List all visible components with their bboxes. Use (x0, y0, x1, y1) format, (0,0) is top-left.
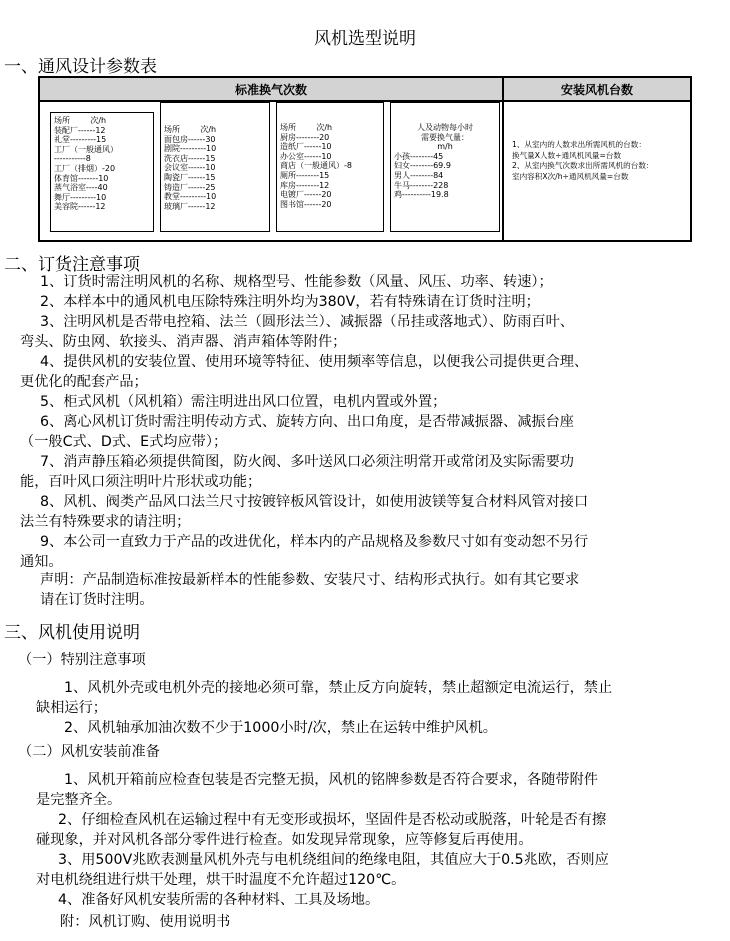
cell-head: 场所 次/h (54, 116, 107, 125)
cell-row: 鸡----------19.8 (394, 190, 449, 200)
cell-row: 工厂（一般通风） (54, 144, 118, 154)
ventilation-parameter-table (38, 76, 692, 242)
subsection1-heading: （一）特别注意事项 (18, 652, 146, 668)
note-line: 2、仔细检查风机在运输过程中有无变形或损坏，坚固件是否松动或脱落，叶轮是否有擦 (58, 812, 607, 828)
cell-row: 陶瓷厂------15 (164, 172, 216, 182)
note-line: 2、风机轴承加油次数不少于1000小时/次，禁止在运转中维护风机。 (64, 720, 497, 736)
cell-row: 厨房--------20 (280, 132, 330, 142)
note-line: 能，百叶风口须注明叶片形状或功能； (20, 474, 262, 490)
cell-row: -----------8 (54, 154, 91, 164)
cell-row: 库房--------12 (280, 180, 330, 190)
statement-line: 声明：产品制造标准按最新样本的性能参数、安装尺寸、结构形式执行。如有其它要求 (40, 572, 580, 588)
statement-line: 请在订货时注明。 (40, 592, 154, 608)
note-line: 1、风机开箱前应检查包装是否完整无损，风机的铭牌参数是否符合要求，各随带附件 (64, 772, 598, 788)
cell-head: m/h (437, 142, 453, 152)
note-line: 5、柜式风机（风机箱）需注明进出风口位置，电机内置或外置； (40, 394, 447, 410)
param-cell-1 (50, 112, 154, 232)
cell-row: 美容院------12 (54, 202, 106, 212)
note-line: 4、准备好风机安装所需的各种材料、工具及场地。 (58, 892, 380, 908)
param-cell-3 (276, 102, 384, 232)
note-line: 1、订货时需注明风机的名称、规格型号、性能参数（风量、风压、功率、转速）； (40, 274, 553, 290)
cell-row: 铸造厂------25 (164, 182, 216, 192)
cell-row: 男人--------84 (394, 170, 444, 180)
cell-row: 妇女--------69.9 (394, 161, 451, 171)
note-line: 2、本样本中的通风机电压除特殊注明外均为380V，若有特殊请在订货时注明； (40, 294, 540, 310)
formula-line: 换气量X人数÷通风机风量=台数 (512, 150, 622, 160)
note-line: 7、消声静压箱必须提供简图，防火阀、多叶送风口必须注明常开或常闭及实际需要功 (40, 454, 574, 470)
note-line: 3、用500V兆欧表测量风机外壳与电机绕组间的绝缘电阻，其值应大于0.5兆欧，否则应 (58, 852, 609, 868)
cell-head: 场所 次/h (280, 123, 333, 132)
note-line: 对电机绕组进行烘干处理，烘干时温度不允许超过120℃。 (36, 872, 406, 888)
cell-row: 面包房------30 (164, 134, 216, 144)
note-line: 是完整齐全。 (36, 792, 122, 808)
formula-line: 室内容积X次/h÷通风机风量=台数 (512, 171, 629, 181)
table-divider (502, 100, 504, 240)
fan-count-formula (512, 140, 688, 182)
param-cell-4 (390, 102, 500, 232)
note-line: 弯头、防虫网、软接头、消声器、消声箱体等附件； (20, 334, 347, 350)
table-header-fan-count: 安装风机台数 (504, 78, 690, 102)
note-line: 更优化的配套产品； (20, 374, 148, 390)
cell-row: 电镀厂------20 (280, 190, 332, 200)
cell-row: 玻璃厂------12 (164, 201, 216, 211)
note-line: 通知。 (20, 554, 63, 570)
cell-head: 需要换气量： (421, 132, 469, 142)
section2-heading: 二、订货注意事项 (4, 255, 140, 275)
cell-row: 工厂（排烟）-20 (54, 163, 116, 173)
note-line: 碰现象，并对风机各部分零件进行检查。如发现异常现象，应等修复后再使用。 (36, 832, 533, 848)
page-title: 风机选型说明 (314, 29, 416, 49)
cell-row: 会议室------10 (164, 163, 216, 173)
cell-row: 礼堂---------15 (54, 135, 107, 145)
section1-heading: 一、通风设计参数表 (4, 57, 157, 77)
note-line: 8、风机、阀类产品风口法兰尺寸按镀锌板风管设计，如使用波镁等复合材料风管对接口 (40, 494, 589, 510)
cell-row: 厕所--------15 (280, 170, 330, 180)
cell-row: 小孩--------45 (394, 151, 444, 161)
section3-heading: 三、风机使用说明 (4, 623, 140, 643)
cell-row: 教堂---------10 (164, 192, 217, 202)
cell-row: 牛马--------228 (394, 180, 449, 190)
install-prep-notes (36, 770, 726, 910)
note-line: 9、本公司一直致力于产品的改进优化，样本内的产品规格及参数尺寸如有变动恕不另行 (40, 534, 589, 550)
cell-head: 场所 次/h (164, 125, 217, 134)
cell-row: 图书馆------20 (280, 199, 332, 209)
cell-row: 装配厂------12 (54, 125, 106, 135)
cell-row: 舞厅---------10 (54, 192, 107, 202)
cell-row: 体育馆-------10 (54, 173, 109, 183)
note-line: 6、离心风机订货时需注明传动方式、旋转方向、出口角度，是否带减振器、减振台座 (40, 414, 574, 430)
attachment-note: 附：风机订购、使用说明书 (60, 914, 231, 930)
statement (40, 570, 579, 610)
special-notes (36, 678, 726, 738)
cell-row: 办公室------10 (280, 151, 332, 161)
note-line: （一般C式、D式、E式均应带）； (20, 434, 228, 450)
cell-row: 剧院---------10 (164, 144, 217, 154)
note-line: 缺相运行； (36, 700, 107, 716)
formula-line: 2、从室内换气次数求出所需风机的台数： (512, 161, 654, 170)
note-line: 法兰有特殊要求的请注明； (20, 514, 191, 530)
cell-row: 洗衣店------15 (164, 153, 216, 163)
formula-line: 1、从室内的人数求出所需风机的台数： (512, 140, 646, 149)
note-line: 4、提供风机的安装位置、使用环境等特征、使用频率等信息，以便我公司提供更合理、 (40, 354, 589, 370)
subsection2-heading: （二）风机安装前准备 (18, 744, 160, 760)
cell-row: 造纸厂------10 (280, 142, 332, 152)
param-cell-2 (160, 102, 270, 232)
order-notes (20, 272, 720, 572)
cell-row: 商店（一般通风）-8 (280, 161, 352, 171)
table-header-standard-air-changes: 标准换气次数 (40, 78, 504, 102)
note-line: 1、风机外壳或电机外壳的接地必须可靠，禁止反方向旋转，禁止超额定电流运行，禁止 (64, 680, 613, 696)
cell-head: 人及动物每小时 (417, 123, 473, 132)
cell-row: 蒸气浴室----40 (54, 183, 108, 193)
note-line: 3、注明风机是否带电控箱、法兰（圆形法兰）、减振器（吊挂或落地式）、防雨百叶、 (40, 314, 574, 330)
